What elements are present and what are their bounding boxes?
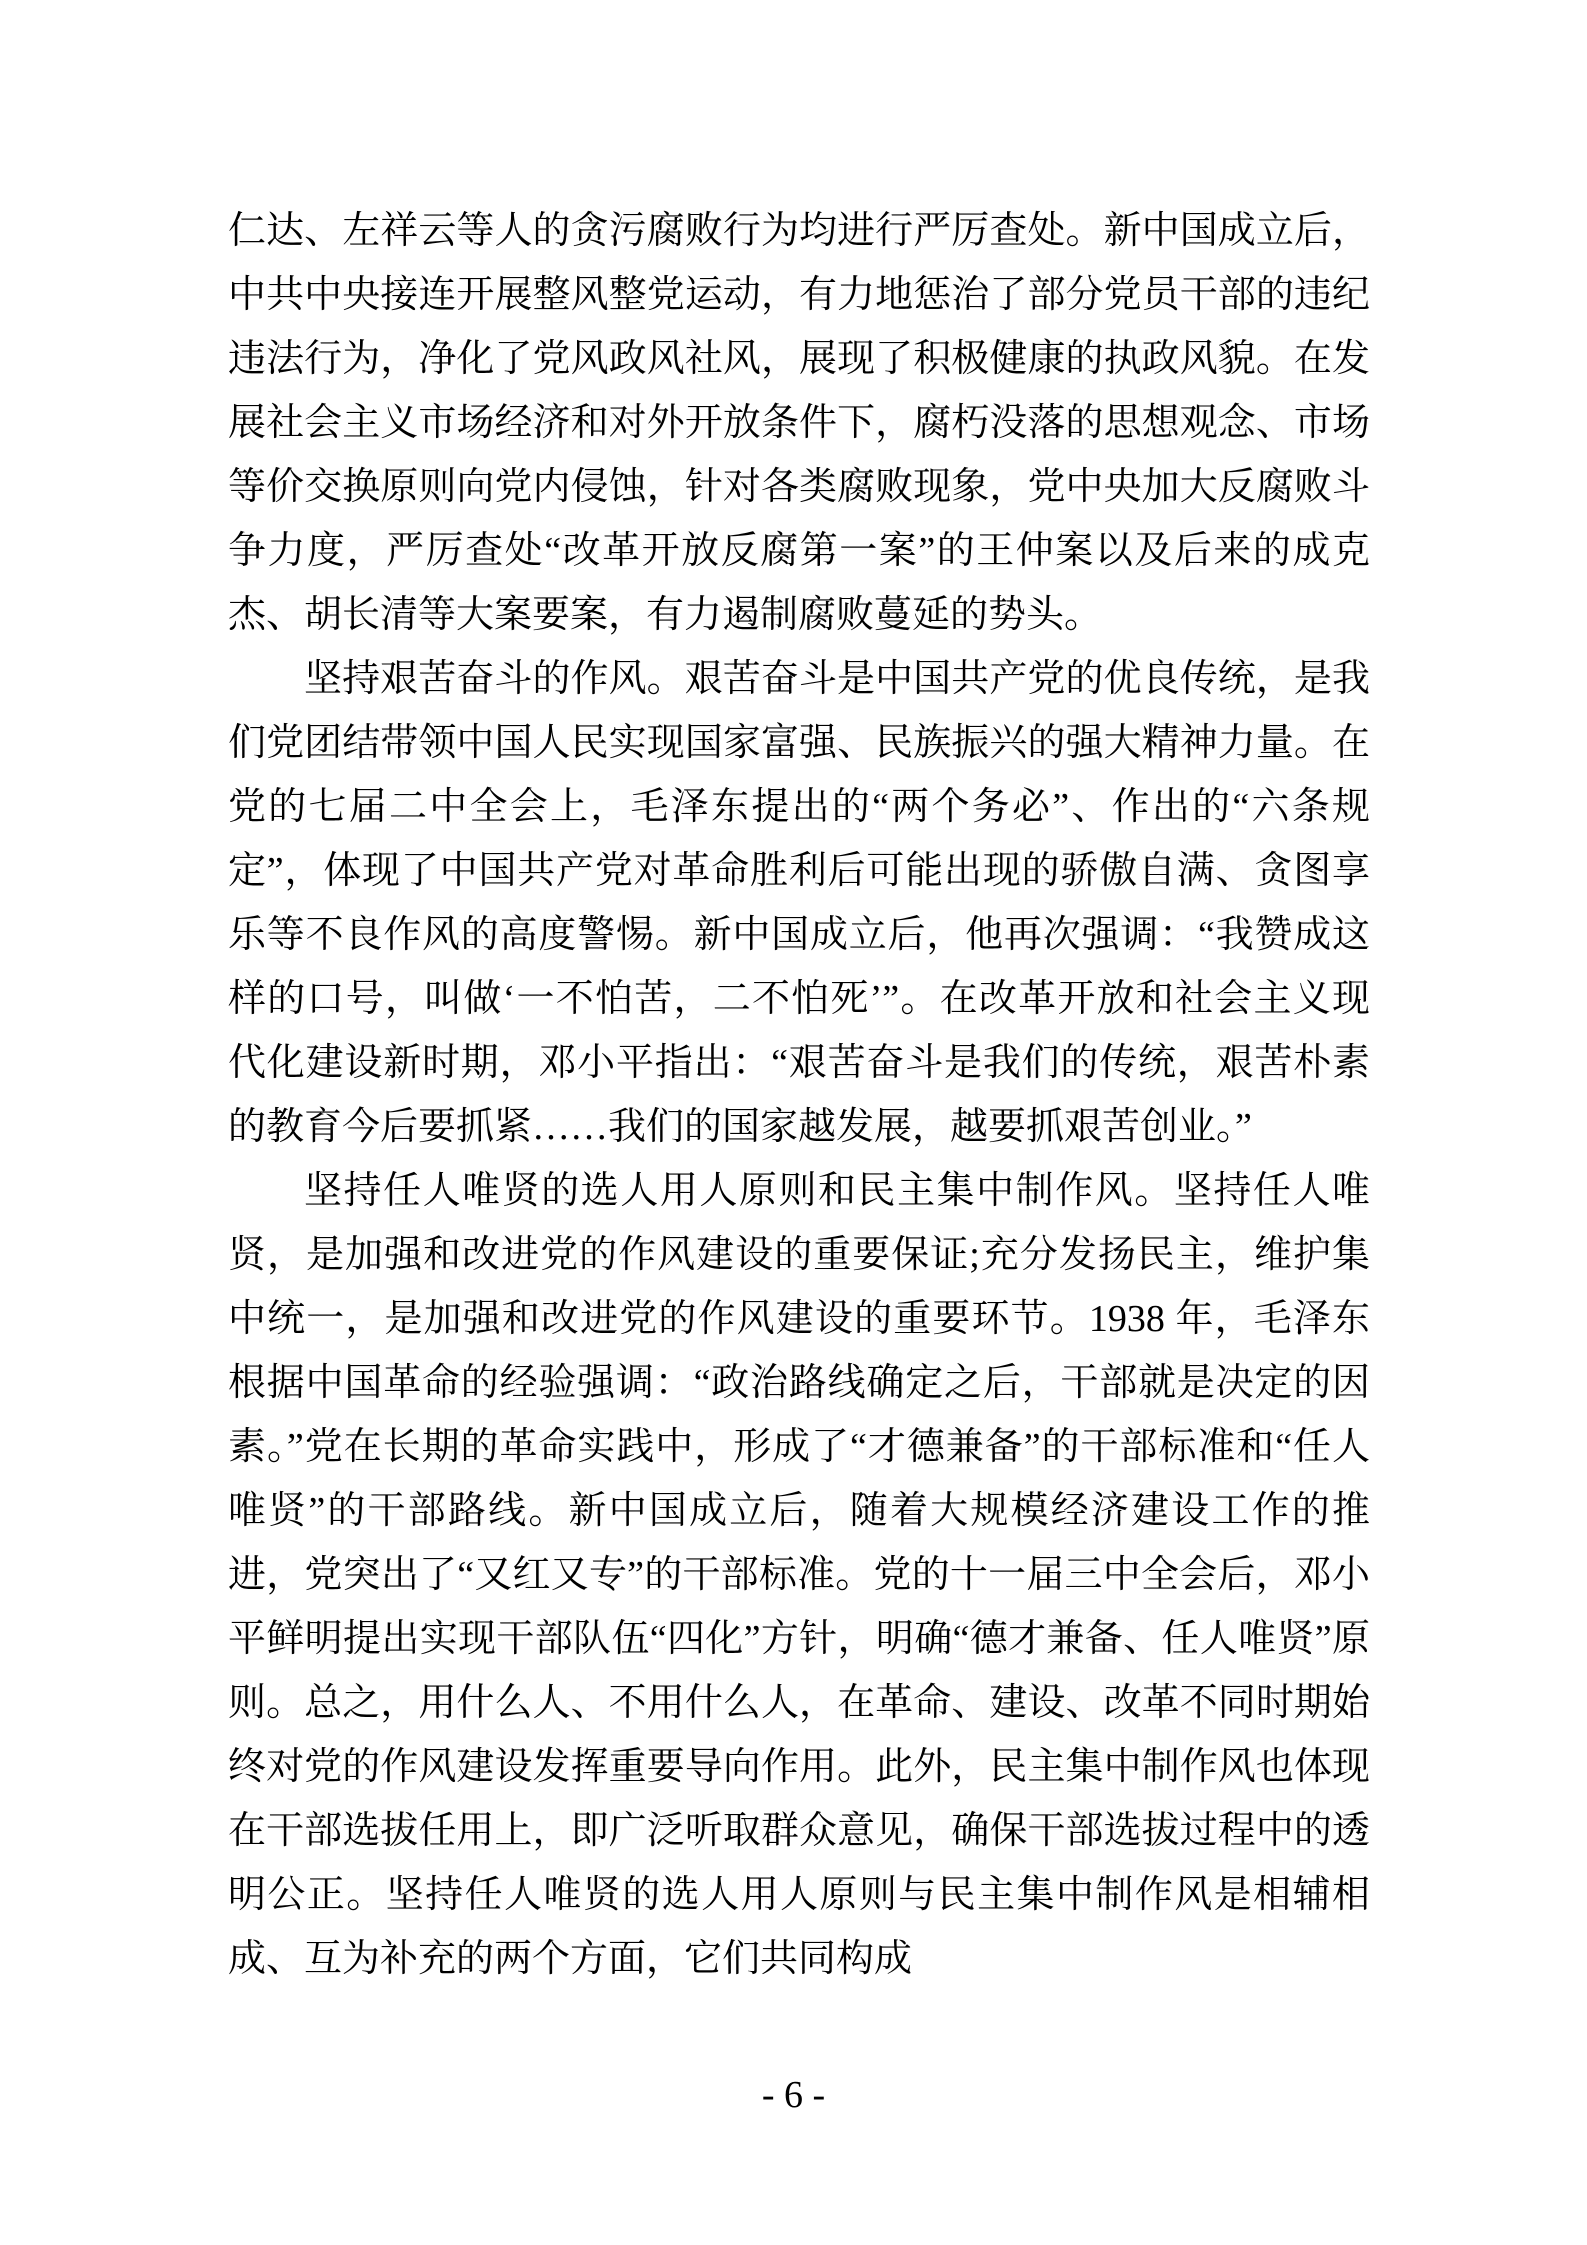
document-body bbox=[228, 199, 1370, 1991]
paragraph-continuation: 仁达、左祥云等人的贪污腐败行为均进行严厉查处。新中国成立后，中共中央接连开展整风整党运动，有力地惩治了部分党员干部的违纪违法行为，净化了党风政风社风，展现了积极健康的执政风貌。在发展社会主义市场经济和对外开放条件下，腐朽没落的思想观念、市场等价交换原则向党内侵蚀，针对各类腐败现象，党中央加大反腐败斗争力度，严厉查处“改革开放反腐第一案”的王仲案以及后来的成克杰、胡长清等大案要案，有力遏制腐败蔓延的势头。 bbox=[228, 210, 1370, 636]
paragraph: 坚持任人唯贤的选人用人原则和民主集中制作风。坚持任人唯贤，是加强和改进党的作风建设的重要保证;充分发扬民主，维护集中统一，是加强和改进党的作风建设的重要环节。1938 年，毛泽东根据中国革命的经验强调：“政治路线确定之后，干部就是决定的因素。”党在长期的革命实践中，形成了“才德兼备”的干部标准和“任人唯贤”的干部路线。新中国成立后，随着大规模经济建设工作的推进，党突出了“又红又专”的干部标准。党的十一届三中全会后，邓小平鲜明提出实现干部队伍“四化”方针，明确“德才兼备、任人唯贤”原则。总之，用什么人、不用什么人，在革命、建设、改革不同时期始终对党的作风建设发挥重要导向作用。此外，民主集中制作风也体现在干部选拔任用上，即广泛听取群众意见，确保干部选拔过程中的透明公正。坚持任人唯贤的选人用人原则与民主集中制作风是相辅相成、互为补充的两个方面，它们共同构成 bbox=[228, 1170, 1370, 1980]
page-number: - 6 - bbox=[761, 2074, 826, 2116]
paragraph: 坚持艰苦奋斗的作风。艰苦奋斗是中国共产党的优良传统，是我们党团结带领中国人民实现国家富强、民族振兴的强大精神力量。在党的七届二中全会上，毛泽东提出的“两个务必”、作出的“六条规定”，体现了中国共产党对革命胜利后可能出现的骄傲自满、贪图享乐等不良作风的高度警惕。新中国成立后，他再次强调：“我赞成这样的口号，叫做‘一不怕苦，二不怕死’”。在改革开放和社会主义现代化建设新时期，邓小平指出：“艰苦奋斗是我们的传统，艰苦朴素的教育今后要抓紧……我们的国家越发展，越要抓艰苦创业。” bbox=[228, 658, 1370, 1148]
